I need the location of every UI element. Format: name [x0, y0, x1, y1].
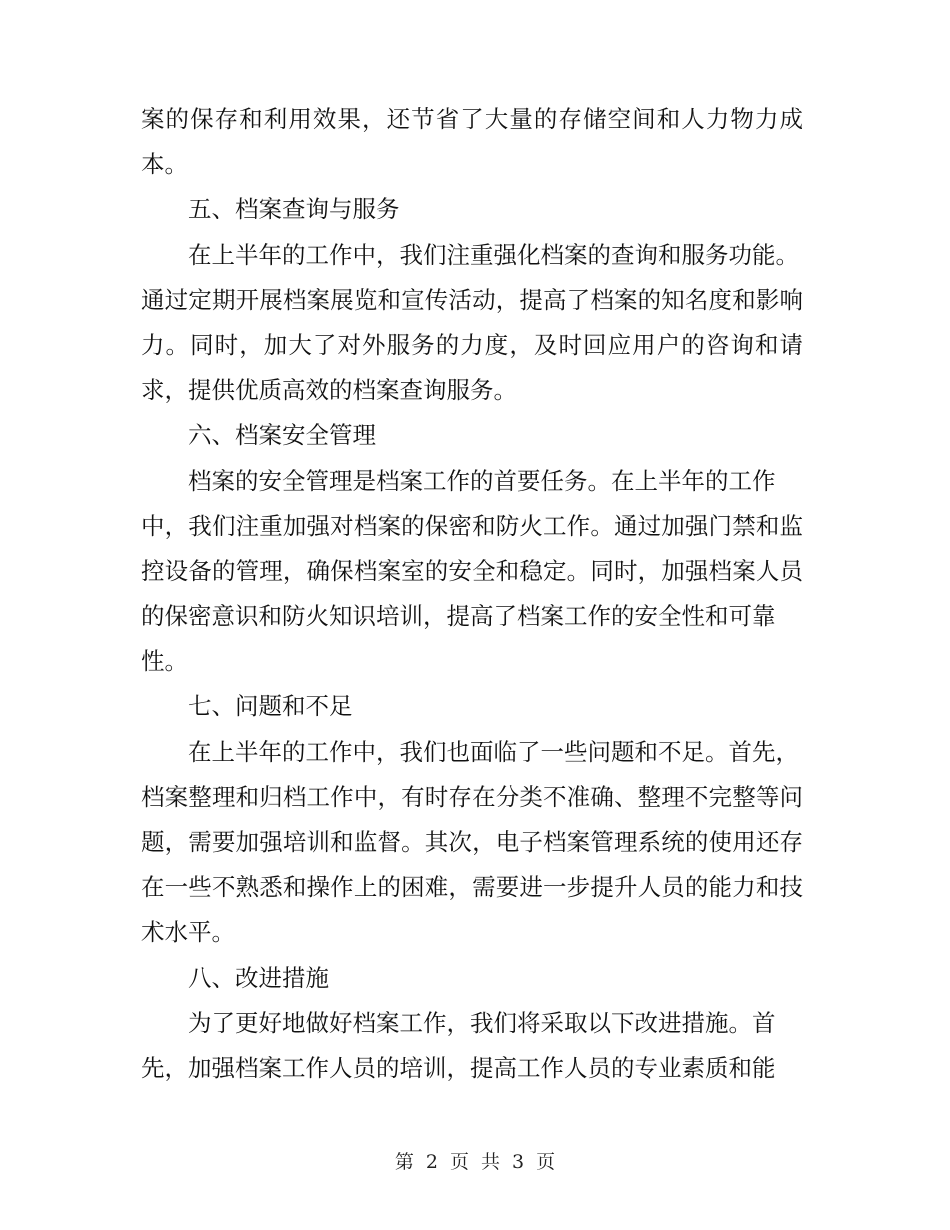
- text-line: 的保密意识和防火知识培训，提高了档案工作的安全性和可靠: [141, 602, 776, 631]
- text-line: 题，需要加强培训和监督。其次，电子档案管理系统的使用还存: [141, 828, 803, 856]
- text-line: 在上半年的工作中，我们注重强化档案的查询和服务功能。: [188, 240, 799, 269]
- paragraph-section-8: [141, 1001, 803, 1091]
- text-line: 性。: [141, 647, 188, 676]
- section-heading-6: [141, 413, 803, 458]
- text-line: 求，提供优质高效的档案查询服务。: [141, 376, 517, 405]
- section-heading: 八、改进措施: [188, 963, 329, 992]
- text-line: 在一些不熟悉和操作上的困难，需要进一步提升人员的能力和技: [141, 873, 803, 902]
- text-line: 控设备的管理，确保档案室的安全和稳定。同时，加强档案人员: [141, 556, 803, 585]
- section-heading: 五、档案查询与服务: [188, 195, 400, 224]
- section-heading-5: [141, 187, 803, 232]
- paragraph-section-6: [141, 459, 803, 685]
- page-number-footer: 第 2 页 共 3 页: [394, 1151, 556, 1173]
- section-heading-8: [141, 956, 803, 1001]
- section-heading: 六、档案安全管理: [188, 421, 376, 450]
- section-heading-7: [141, 684, 803, 729]
- text-line: 档案整理和归档工作中，有时存在分类不准确、整理不完整等问: [141, 782, 803, 811]
- text-line: 档案的安全管理是档案工作的首要任务。在上半年的工作: [188, 466, 776, 495]
- text-line: 本。: [141, 150, 188, 179]
- text-line: 为了更好地做好档案工作，我们将采取以下改进措施。首: [188, 1008, 776, 1037]
- section-heading: 七、问题和不足: [188, 692, 353, 721]
- document-body: [141, 97, 803, 1091]
- text-line: 中，我们注重加强对档案的保密和防火工作。通过加强门禁和监: [141, 511, 803, 540]
- text-line: 案的保存和利用效果，还节省了大量的存储空间和人力物力成: [141, 105, 803, 133]
- paragraph-section-7: [141, 730, 803, 956]
- text-line: 通过定期开展档案展览和宣传活动，提高了档案的知名度和影响: [141, 285, 803, 314]
- text-line: 术水平。: [141, 918, 235, 947]
- paragraph-archive-storage-tail: [141, 97, 803, 187]
- text-line: 先，加强档案工作人员的培训，提高工作人员的专业素质和能: [141, 1053, 776, 1082]
- text-line: 力。同时，加大了对外服务的力度，及时回应用户的咨询和请: [141, 330, 803, 359]
- paragraph-section-5: [141, 233, 803, 414]
- text-line: 在上半年的工作中，我们也面临了一些问题和不足。首先，: [188, 737, 799, 766]
